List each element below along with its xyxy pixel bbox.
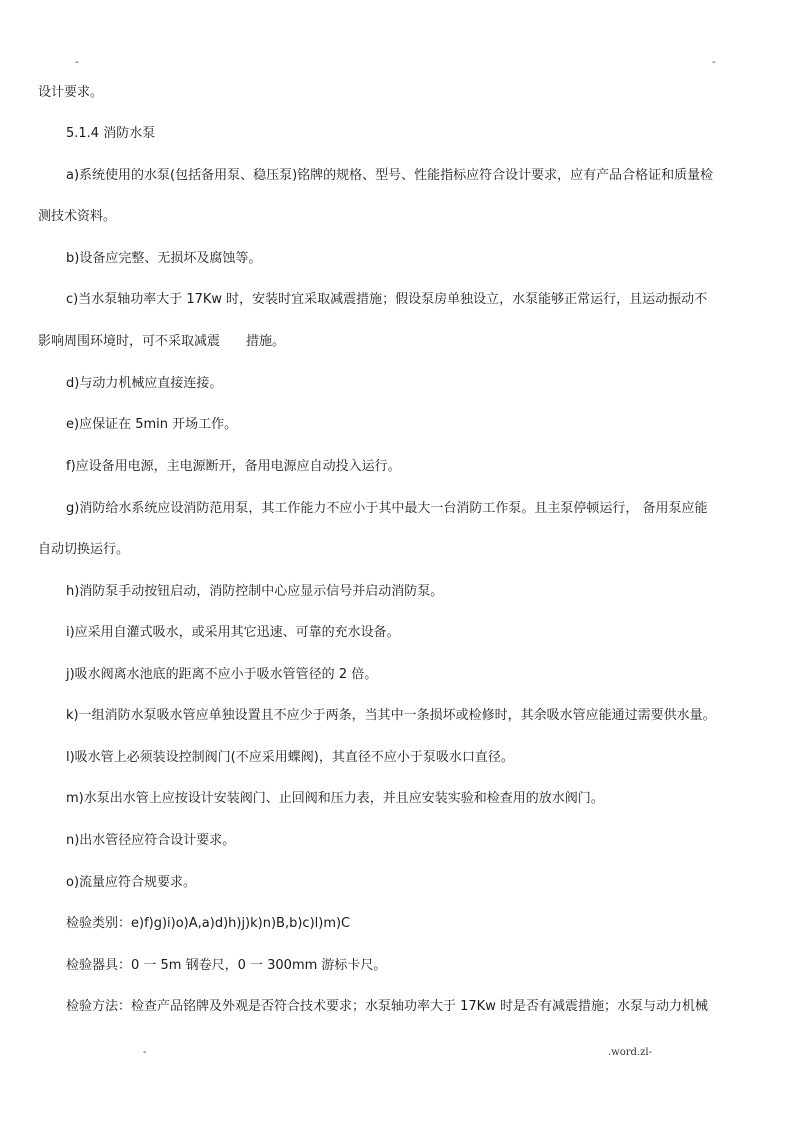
header-right-mark: - (712, 57, 716, 68)
text-line: n)出水管径应符合设计要求。 (66, 833, 236, 848)
text-line: b)设备应完整、无损坏及腐蚀等。 (66, 251, 262, 266)
text-line: e)应保证在 5min 开场工作。 (66, 417, 238, 432)
text-line: g)消防给水系统应设消防范用泵，其工作能力不应小于其中最大一台消防工作泵。且主泵停顿运行， 备用泵应能 (66, 501, 708, 516)
section-heading: 5.1.4 消防水泵 (66, 126, 156, 141)
text-line: a)系统使用的水泵(包括备用泵、稳压泵)铭牌的规格、型号、性能指标应符合设计要求，应有产品合格证和质量检 (66, 168, 714, 183)
text-line: h)消防泵手动按钮启动，消防控制中心应显示信号并启动消防泵。 (66, 584, 444, 599)
footer-right-text: .word.zl- (608, 1047, 652, 1058)
text-line: 自动切换运行。 (38, 542, 130, 557)
text-line: 检验类别：e)f)g)i)o)A,a)d)h)j)k)n)B,b)c)l)m)C (66, 916, 351, 931)
text-line: 检验方法：检查产品铭牌及外观是否符合技术要求；水泵轴功率大于 17Kw 时是否有减震措施；水泵与动力机械 (66, 999, 708, 1014)
text-fragment: 影响周围环境时，可不采取减震 (38, 334, 221, 349)
text-line (38, 333, 285, 351)
text-line: l)吸水管上必须装设控制阀门(不应采用蝶阀)，其直径不应小于泵吸水口直径。 (66, 750, 514, 765)
text-line: j)吸水阀离水池底的距离不应小于吸水管管径的 2 倍。 (66, 667, 378, 682)
text-line: c)当水泵轴功率大于 17Kw 时，安装时宜采取减震措施；假设泵房单独设立，水泵能够正常运行，且运动振动不 (66, 292, 708, 307)
text-line: 设计要求。 (38, 85, 104, 100)
text-line: o)流量应符合规要求。 (66, 875, 197, 890)
text-line: d)与动力机械应直接连接。 (66, 376, 223, 391)
text-line: m)水泵出水管上应按设计安装阀门、止回阀和压力表，并且应安装实验和检查用的放水阀门。 (66, 791, 604, 806)
header-left-mark: - (75, 57, 79, 68)
text-line: k)一组消防水泵吸水管应单独设置且不应少于两条，当其中一条损坏或检修时，其余吸水管应能通过需要供水量。 (66, 708, 716, 723)
footer-left-mark: - (143, 1047, 147, 1058)
text-line: 检验器具：0 一 5m 钢卷尺，0 一 300mm 游标卡尺。 (66, 958, 387, 973)
text-line: 测技术资料。 (38, 209, 117, 224)
text-fragment: 措施。 (246, 334, 286, 349)
text-line: f)应设备用电源，主电源断开，备用电源应自动投入运行。 (66, 459, 401, 474)
text-line: i)应采用自灌式吸水，或采用其它迅速、可靠的充水设备。 (66, 625, 400, 640)
